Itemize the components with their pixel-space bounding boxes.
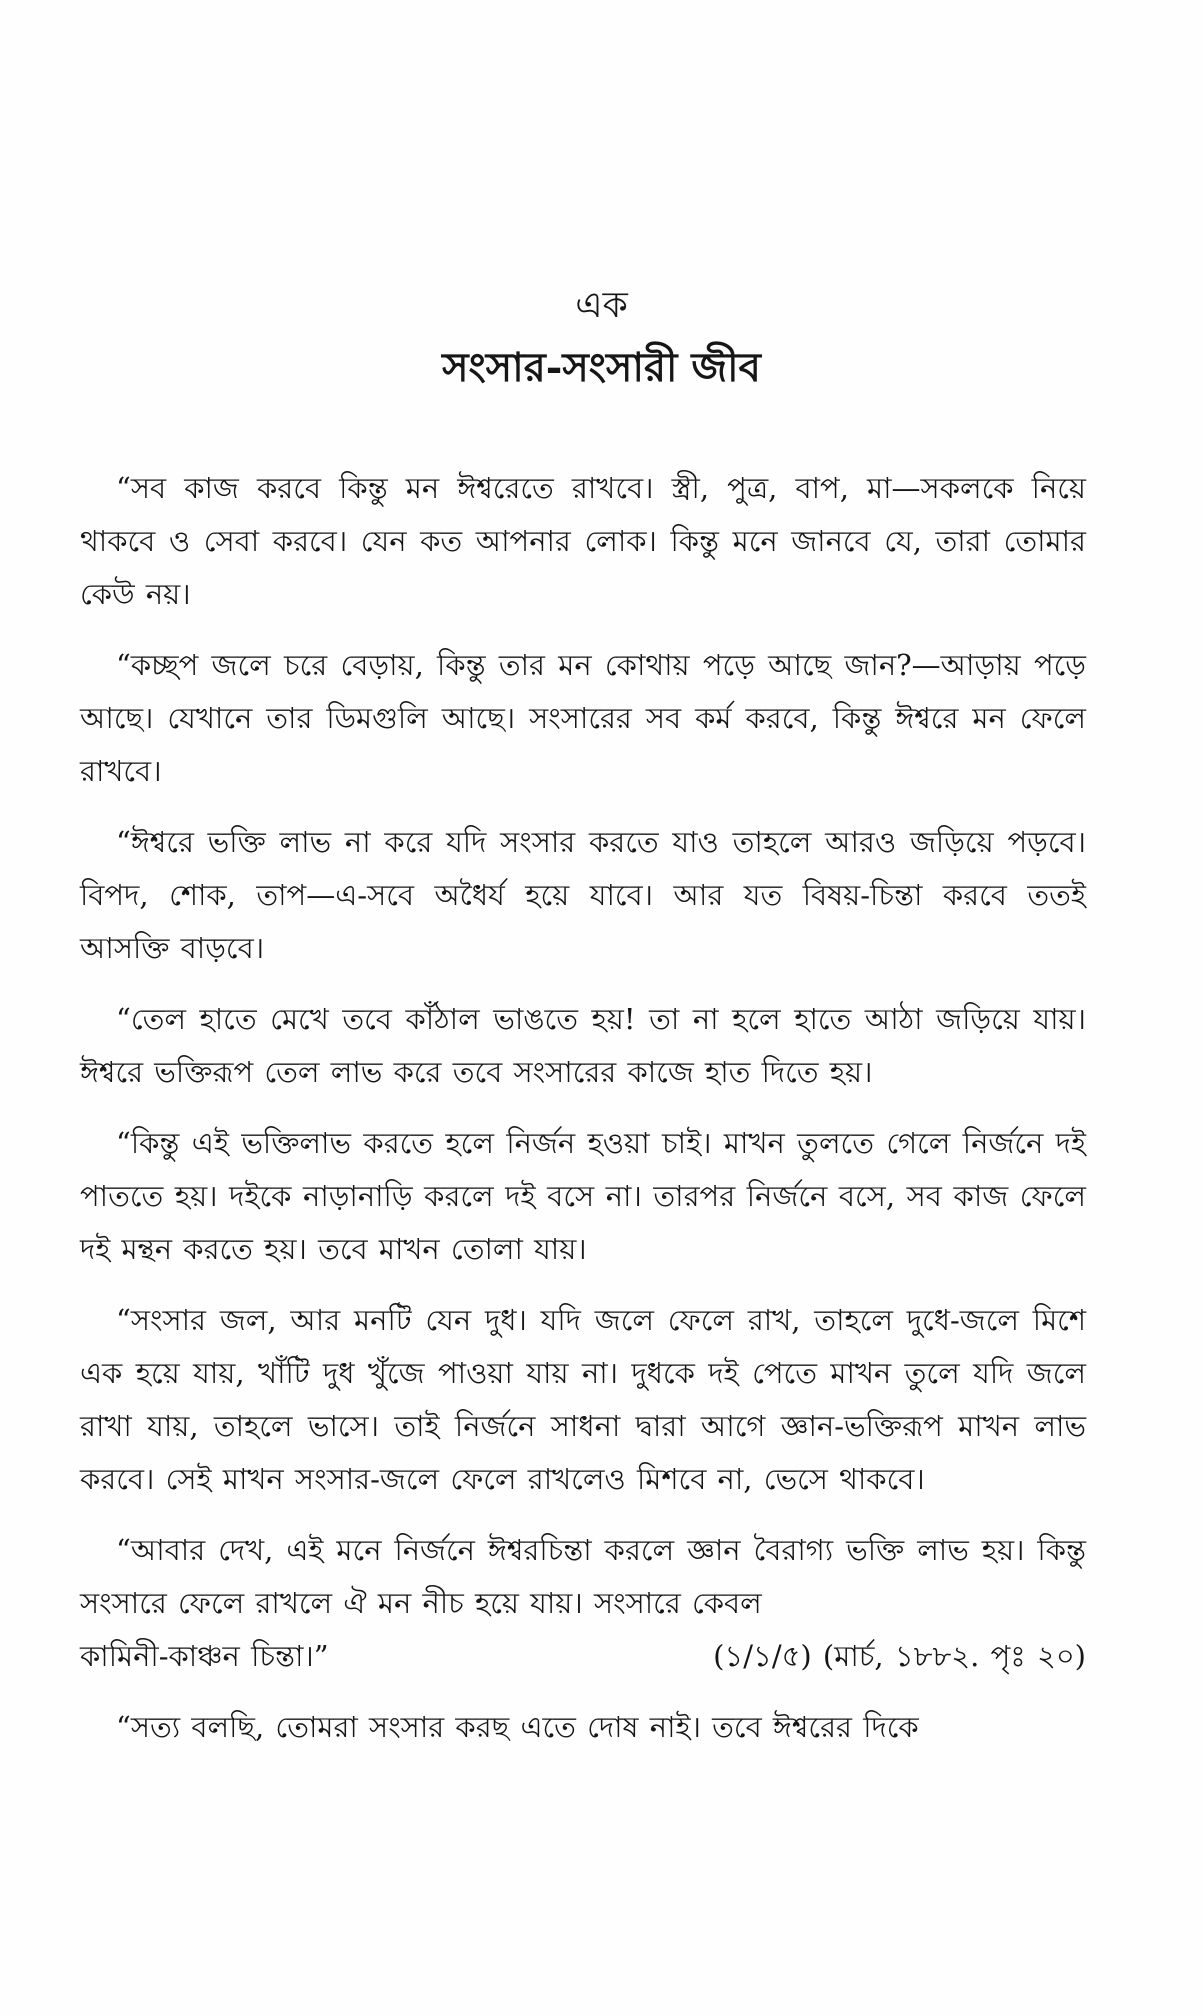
chapter-number: এক	[575, 285, 628, 326]
body-text	[80, 462, 1086, 1754]
paragraph-tail-line	[80, 1630, 1086, 1683]
paragraph: “তেল হাতে মেখে তবে কাঁঠাল ভাঙতে হয়! তা না হলে হাতে আঠা জড়িয়ে যায়। ঈশ্বরে ভক্তিরূপ তেল লাভ করে তবে সংসারের কাজে হাত দিতে হয়।	[80, 1002, 1086, 1089]
paragraph-tail: কামিনী-কাঞ্চন চিন্তা।”	[80, 1639, 329, 1673]
paragraph-with-citation	[80, 1524, 1086, 1683]
paragraph-text: “আবার দেখ, এই মনে নির্জনে ঈশ্বরচিন্তা করলে জ্ঞান বৈরাগ্য ভক্তি লাভ হয়। কিন্তু সংসারে ফেলে রাখলে ঐ মন নীচ হয়ে যায়। সংসারে কেবল	[80, 1533, 1086, 1620]
paragraph: “সব কাজ করবে কিন্তু মন ঈশ্বরেতে রাখবে। স্ত্রী, পুত্র, বাপ, মা—সকলকে নিয়ে থাকবে ও সেবা করবে। যেন কত আপনার লোক। কিন্তু মনে জানবে যে, তারা তোমার কেউ নয়।	[80, 471, 1086, 611]
chapter-title: সংসার-সংসারী জীব	[442, 344, 761, 391]
paragraph: “কিন্তু এই ভক্তিলাভ করতে হলে নির্জন হওয়া চাই। মাখন তুলতে গেলে নির্জনে দই পাততে হয়। দইকে নাড়ানাড়ি করলে দই বসে না। তারপর নির্জনে বসে, সব কাজ ফেলে দই মন্থন করতে হয়। তবে মাখন তোলা যায়।	[80, 1126, 1086, 1266]
paragraph: “সংসার জল, আর মনটি যেন দুধ। যদি জলে ফেলে রাখ, তাহলে দুধে-জলে মিশে এক হয়ে যায়, খাঁটি দুধ খুঁজে পাওয়া যায় না। দুধকে দই পেতে মাখন তুলে যদি জলে রাখা যায়, তাহলে ভাসে। তাই নির্জনে সাধনা দ্বারা আগে জ্ঞান-ভক্তিরূপ মাখন লাভ করবে। সেই মাখন সংসার-জলে ফেলে রাখলেও মিশবে না, ভেসে থাকবে।	[80, 1303, 1086, 1496]
source-citation: (১/১/৫) (মার্চ, ১৮৮২. পৃঃ ২০)	[713, 1639, 1086, 1673]
paragraph-partial: “সত্য বলছি, তোমরা সংসার করছ এতে দোষ নাই। তবে ঈশ্বরের দিকে	[116, 1710, 919, 1744]
paragraph: “কচ্ছপ জলে চরে বেড়ায়, কিন্তু তার মন কোথায় পড়ে আছে জান?—আড়ায় পড়ে আছে। যেখানে তার ডিমগুলি আছে। সংসারের সব কর্ম করবে, কিন্তু ঈশ্বরে মন ফেলে রাখবে।	[80, 648, 1086, 788]
paragraph: “ঈশ্বরে ভক্তি লাভ না করে যদি সংসার করতে যাও তাহলে আরও জড়িয়ে পড়বে। বিপদ, শোক, তাপ—এ-সবে অধৈর্য হয়ে যাবে। আর যত বিষয়-চিন্তা করবে ততই আসক্তি বাড়বে।	[80, 825, 1086, 965]
